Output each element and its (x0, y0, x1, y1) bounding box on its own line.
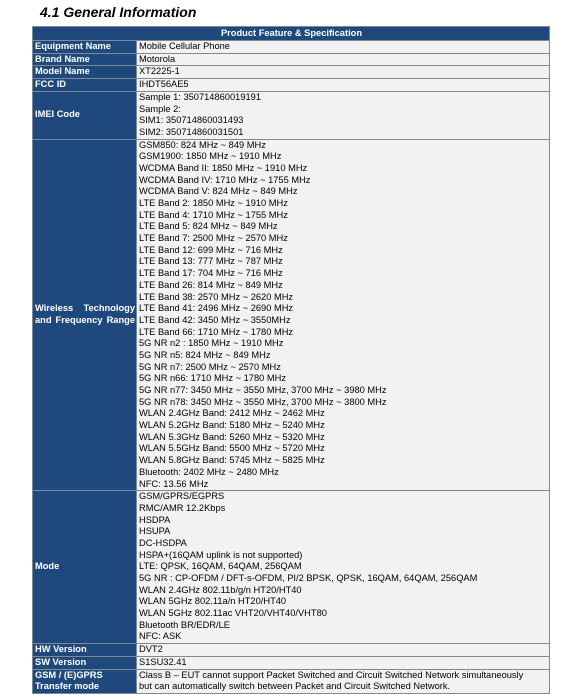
value-line: Sample 1: 350714860019191 (139, 91, 261, 102)
table-row (33, 139, 550, 491)
table-row (33, 41, 550, 54)
value-line: NFC: ASK (139, 631, 182, 642)
value-line: SIM1: 350714860031493 (139, 115, 244, 126)
value-line: LTE Band 13: 777 MHz ~ 787 MHz (139, 256, 283, 267)
value-line: Sample 2: (139, 103, 181, 114)
value-line: Bluetooth: 2402 MHz ~ 2480 MHz (139, 466, 279, 477)
value-line: 5G NR n5: 824 MHz ~ 849 MHz (139, 349, 271, 360)
row-value-wireless-technology (137, 139, 550, 491)
row-label-transfer-mode: GSM / (E)GPRS Transfer mode (33, 669, 137, 693)
value-line: GSM850: 824 MHz ~ 849 MHz (139, 139, 266, 150)
value-line: LTE Band 5: 824 MHz ~ 849 MHz (139, 221, 278, 232)
table-row (33, 79, 550, 92)
value-line: HSPA+(16QAM uplink is not supported) (139, 549, 303, 560)
value-line: 5G NR : CP-OFDM / DFT-s-OFDM, PI/2 BPSK, QPSK, 16QAM, 64QAM, 256QAM (139, 573, 478, 583)
value-line: Motorola (139, 53, 176, 64)
value-line: 5G NR n78: 3450 MHz ~ 3550 MHz, 3700 MHz ~ 3800 MHz (139, 396, 387, 407)
value-line: WCDMA Band IV: 1710 MHz ~ 1755 MHz (139, 174, 311, 185)
table-header: Product Feature & Specification (33, 27, 550, 41)
value-line: LTE Band 7: 2500 MHz ~ 2570 MHz (139, 233, 288, 244)
row-value-mode (137, 491, 550, 644)
value-line: but can automatically switch between Packet and Circuit Switched Network. (139, 681, 451, 692)
row-value-equipment-name (137, 41, 550, 54)
value-line: DVT2 (139, 644, 163, 655)
value-line: WLAN 5.2GHz Band: 5180 MHz ~ 5240 MHz (139, 420, 325, 431)
value-line: 5G NR n66: 1710 MHz ~ 1780 MHz (139, 373, 287, 384)
row-label-equipment-name: Equipment Name (33, 41, 137, 54)
value-line: IHDT56AE5 (139, 79, 189, 90)
value-line: WCDMA Band V: 824 MHz ~ 849 MHz (139, 186, 298, 197)
value-line: WLAN 5GHz 802.11ac VHT20/VHT40/VHT80 (139, 608, 327, 619)
row-value-sw-version (137, 656, 550, 669)
spec-table (32, 26, 550, 694)
value-line: LTE Band 66: 1710 MHz ~ 1780 MHz (139, 326, 294, 337)
row-value-brand-name (137, 53, 550, 66)
value-line: LTE Band 12: 699 MHz ~ 716 MHz (139, 244, 283, 255)
value-line: Bluetooth BR/EDR/LE (139, 619, 230, 630)
table-row (33, 644, 550, 657)
value-line: LTE Band 42: 3450 MHz ~ 3550MHz (139, 314, 291, 325)
row-label-imei-code: IMEI Code (33, 91, 137, 139)
table-row (33, 656, 550, 669)
value-line: LTE Band 17: 704 MHz ~ 716 MHz (139, 268, 283, 279)
row-value-hw-version (137, 644, 550, 657)
value-line: SIM2: 350714860031501 (139, 126, 244, 137)
value-line: LTE Band 41: 2496 MHz ~ 2690 MHz (139, 303, 294, 314)
value-line: Mobile Cellular Phone (139, 41, 230, 51)
value-line: 5G NR n7: 2500 MHz ~ 2570 MHz (139, 361, 281, 372)
table-header-row (33, 27, 550, 41)
value-line: LTE Band 2: 1850 MHz ~ 1910 MHz (139, 198, 288, 208)
value-line: 5G NR n77: 3450 MHz ~ 3550 MHz, 3700 MHz ~ 3980 MHz (139, 385, 387, 395)
row-value-model-name (137, 66, 550, 79)
row-label-wireless-technology: Wireless Technology and Frequency Range (33, 139, 137, 491)
row-value-imei-code (137, 91, 550, 139)
row-value-transfer-mode (137, 669, 550, 693)
value-line: WLAN 5.8GHz Band: 5745 MHz ~ 5825 MHz (139, 455, 325, 466)
value-line: HSUPA (139, 526, 171, 537)
value-line: LTE Band 4: 1710 MHz ~ 1755 MHz (139, 209, 288, 220)
value-line: XT2225-1 (139, 66, 180, 77)
value-line: Class B – EUT cannot support Packet Switched and Circuit Switched Network simultaneously (139, 669, 524, 680)
value-line: WLAN 5.5GHz Band: 5500 MHz ~ 5720 MHz (139, 443, 325, 454)
value-line: S1SU32.41 (139, 656, 187, 667)
row-label-hw-version: HW Version (33, 644, 137, 657)
value-line: WCDMA Band II: 1850 MHz ~ 1910 MHz (139, 162, 308, 173)
table-row (33, 491, 550, 644)
value-line: WLAN 5GHz 802.11a/n HT20/HT40 (139, 596, 287, 607)
row-label-model-name: Model Name (33, 66, 137, 79)
table-row (33, 669, 550, 693)
value-line: WLAN 2.4GHz 802.11b/g/n HT20/HT40 (139, 584, 302, 595)
row-value-fcc-id (137, 79, 550, 92)
value-line: HSDPA (139, 514, 171, 525)
value-line: WLAN 2.4GHz Band: 2412 MHz ~ 2462 MHz (139, 408, 325, 419)
value-line: GSM/GPRS/EGPRS (139, 491, 225, 502)
value-line: WLAN 5.3GHz Band: 5260 MHz ~ 5320 MHz (139, 431, 325, 442)
row-label-sw-version: SW Version (33, 656, 137, 669)
row-label-mode: Mode (33, 491, 137, 644)
value-line: LTE: QPSK, 16QAM, 64QAM, 256QAM (139, 561, 302, 572)
table-row (33, 53, 550, 66)
value-line: DC-HSDPA (139, 537, 187, 548)
value-line: GSM1900: 1850 MHz ~ 1910 MHz (139, 151, 282, 162)
row-label-brand-name: Brand Name (33, 53, 137, 66)
section-title: 4.1 General Information (40, 4, 197, 20)
value-line: LTE Band 38: 2570 MHz ~ 2620 MHz (139, 291, 294, 302)
value-line: RMC/AMR 12.2Kbps (139, 502, 226, 513)
value-line: LTE Band 26: 814 MHz ~ 849 MHz (139, 279, 283, 290)
row-label-fcc-id: FCC ID (33, 79, 137, 92)
value-line: 5G NR n2 : 1850 MHz ~ 1910 MHz (139, 338, 284, 349)
table-row (33, 91, 550, 139)
value-line: NFC: 13.56 MHz (139, 478, 209, 489)
table-row (33, 66, 550, 79)
